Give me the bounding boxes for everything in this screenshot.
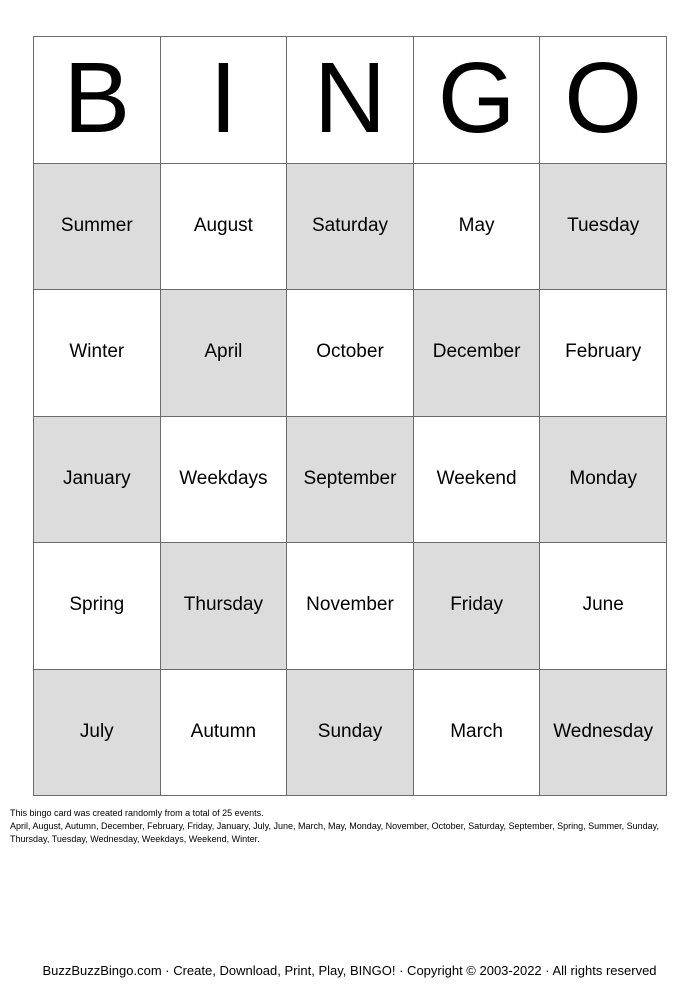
header-letter-n: N bbox=[287, 37, 414, 164]
bingo-cell: October bbox=[287, 290, 414, 417]
bingo-cell: Weekdays bbox=[161, 417, 288, 544]
header-letter-b: B bbox=[34, 37, 161, 164]
bingo-cell: August bbox=[161, 164, 288, 291]
bingo-cell: July bbox=[34, 670, 161, 797]
bingo-cell: January bbox=[34, 417, 161, 544]
bingo-cell: Friday bbox=[414, 543, 541, 670]
bingo-card bbox=[33, 36, 667, 796]
bingo-cell: Monday bbox=[540, 417, 667, 544]
bingo-cell: Summer bbox=[34, 164, 161, 291]
bingo-cell: Weekend bbox=[414, 417, 541, 544]
note-summary: This bingo card was created randomly from a total of 25 events. bbox=[10, 808, 264, 818]
bingo-cell: December bbox=[414, 290, 541, 417]
page-footer: BuzzBuzzBingo.com · Create, Download, Print, Play, BINGO! · Copyright © 2003-2022 · All rights reserved bbox=[42, 963, 657, 978]
bingo-cell: November bbox=[287, 543, 414, 670]
header-letter-i: I bbox=[161, 37, 288, 164]
bingo-cell: May bbox=[414, 164, 541, 291]
bingo-cell: Wednesday bbox=[540, 670, 667, 797]
bingo-cell: Tuesday bbox=[540, 164, 667, 291]
bingo-cell: March bbox=[414, 670, 541, 797]
bingo-cell: February bbox=[540, 290, 667, 417]
bingo-cell: Saturday bbox=[287, 164, 414, 291]
bingo-cell: Autumn bbox=[161, 670, 288, 797]
bingo-cell: Thursday bbox=[161, 543, 288, 670]
bingo-cell: September bbox=[287, 417, 414, 544]
note-event-list: April, August, Autumn, December, February, Friday, January, July, June, March, May, Monday, November, October, Saturday, September, Spring, Summer, Sunday, Thursday, Tuesday, Wednesday, Weekdays, Weekend, Winter. bbox=[10, 821, 659, 844]
header-letter-g: G bbox=[414, 37, 541, 164]
bingo-cell: Winter bbox=[34, 290, 161, 417]
bingo-cell: Spring bbox=[34, 543, 161, 670]
bingo-cell: April bbox=[161, 290, 288, 417]
header-letter-o: O bbox=[540, 37, 667, 164]
card-info-note bbox=[10, 807, 690, 846]
bingo-cell: Sunday bbox=[287, 670, 414, 797]
bingo-cell: June bbox=[540, 543, 667, 670]
